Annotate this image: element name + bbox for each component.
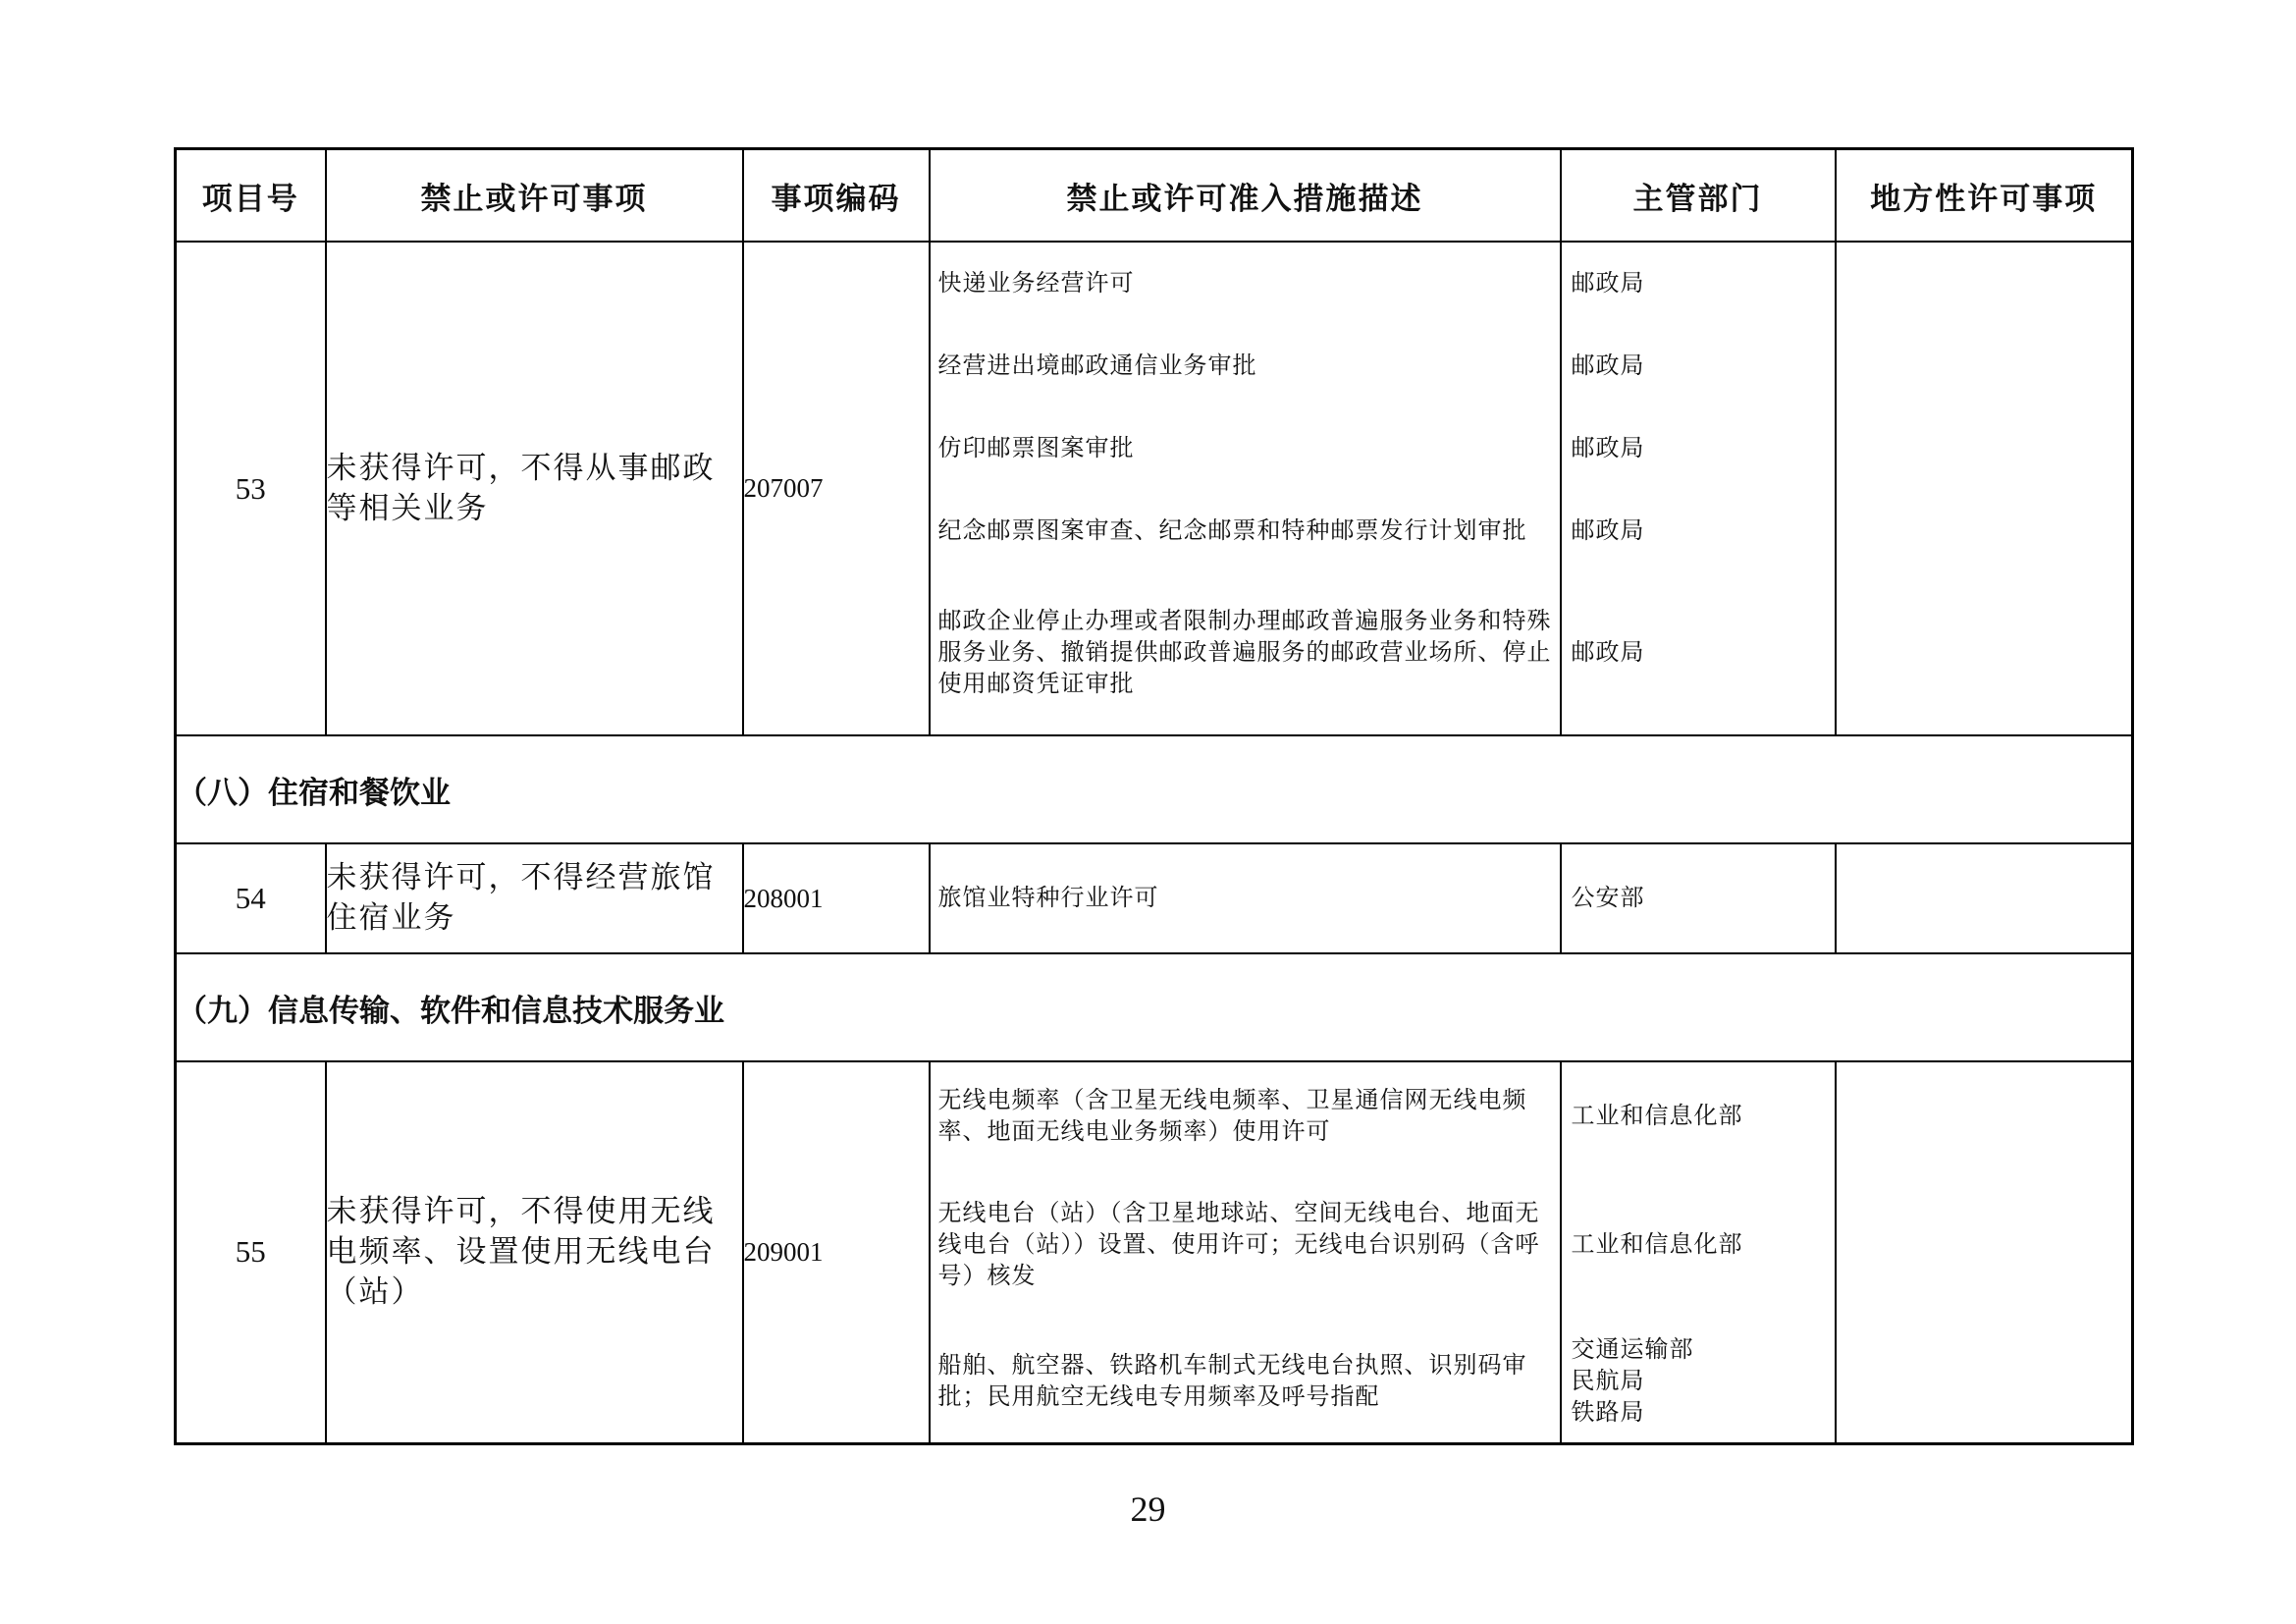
department-text: 工业和信息化部 [1571,1230,1743,1258]
row-number: 53 [176,242,326,735]
row-item: 未获得许可，不得经营旅馆住宿业务 [326,843,743,953]
department-block [1562,592,1835,712]
description-text: 无线电台（站）（含卫星地球站、空间无线电台、地面无线电台（站））设置、使用许可；无线电台识别码（含呼号）核发 [937,1199,1540,1289]
row-number: 54 [176,843,326,953]
description-block [931,245,1560,319]
section-row [176,953,2133,1061]
department-block [1562,328,1835,402]
row-departments [1561,843,1836,953]
description-text: 快递业务经营许可 [937,268,1135,297]
row-local-permit [1836,1061,2133,1443]
department-text: 邮政局 [1571,433,1645,461]
description-text: 经营进出境邮政通信业务审批 [937,351,1257,379]
page-number: 29 [1130,1489,1166,1529]
row-departments [1561,242,1836,735]
permit-table [174,147,2134,1445]
description-block [931,844,1560,950]
department-block [1562,1170,1835,1318]
section-row [176,735,2133,843]
row-local-permit [1836,242,2133,735]
section-heading: （八）住宿和餐饮业 [176,735,2133,843]
department-block [1562,844,1835,950]
department-text: 邮政局 [1571,515,1645,544]
header-measure-description: 禁止或许可准入措施描述 [930,149,1561,243]
department-text: 公安部 [1571,884,1645,911]
description-text: 仿印邮票图案审批 [937,433,1135,461]
description-block [931,328,1560,402]
department-block [1562,410,1835,484]
description-block [931,1170,1560,1318]
description-text: 旅馆业特种行业许可 [937,884,1159,911]
department-block [1562,493,1835,567]
row-local-permit [1836,843,2133,953]
row-item: 未获得许可，不得从事邮政等相关业务 [326,242,743,735]
header-department: 主管部门 [1561,149,1836,243]
department-block [1562,1326,1835,1435]
row-descriptions [930,1061,1561,1443]
department-text: 交通运输部 民航局 铁路局 [1571,1335,1694,1426]
department-block [1562,1068,1835,1163]
department-text: 邮政局 [1571,638,1645,666]
row-item: 未获得许可，不得使用无线电频率、设置使用无线电台（站） [326,1061,743,1443]
row-departments [1561,1061,1836,1443]
description-text: 纪念邮票图案审查、纪念邮票和特种邮票发行计划审批 [937,515,1527,544]
row-number: 55 [176,1061,326,1443]
header-local-permit: 地方性许可事项 [1836,149,2133,243]
table-row [176,843,2133,953]
department-text: 工业和信息化部 [1571,1102,1743,1129]
row-code: 209001 [743,1061,930,1443]
section-heading: （九）信息传输、软件和信息技术服务业 [176,953,2133,1061]
description-text: 船舶、航空器、铁路机车制式无线电台执照、识别码审批；民用航空无线电专用频率及呼号指配 [937,1351,1527,1410]
description-block [931,410,1560,484]
row-descriptions [930,242,1561,735]
description-block [931,493,1560,567]
row-code: 208001 [743,843,930,953]
department-text: 邮政局 [1571,351,1645,379]
header-item-name: 禁止或许可事项 [326,149,743,243]
row-code: 207007 [743,242,930,735]
header-item-number: 项目号 [176,149,326,243]
description-block [931,1326,1560,1435]
table-row [176,242,2133,735]
description-text: 无线电频率（含卫星无线电频率、卫星通信网无线电频率、地面无线电业务频率）使用许可 [937,1086,1527,1145]
description-block [931,1068,1560,1163]
header-item-code: 事项编码 [743,149,930,243]
description-block [931,592,1560,712]
row-descriptions [930,843,1561,953]
department-block [1562,245,1835,319]
table-row [176,1061,2133,1443]
table-header-row [176,149,2133,243]
department-text: 邮政局 [1571,268,1645,297]
description-text: 邮政企业停止办理或者限制办理邮政普遍服务业务和特殊服务业务、撤销提供邮政普遍服务的邮政营业场所、停止使用邮资凭证审批 [937,607,1552,697]
